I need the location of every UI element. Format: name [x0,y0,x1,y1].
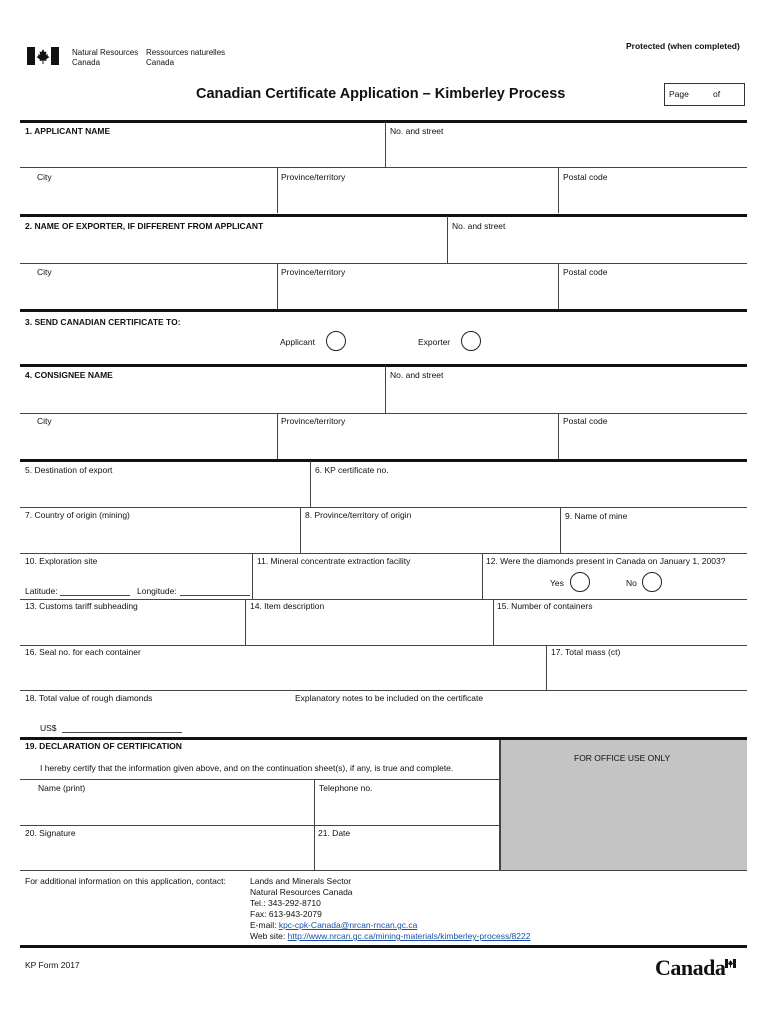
exporter-name-input[interactable] [20,232,445,262]
consignee-province-input[interactable] [279,427,556,457]
contact-email-row [250,920,530,931]
applicant-city-input[interactable] [20,183,275,213]
exporter-province-label: Province/territory [281,267,346,277]
exporter-city-input[interactable] [20,278,275,308]
divider [447,216,448,263]
exporter-postal-label: Postal code [563,267,608,277]
divider [20,553,747,554]
divider [558,167,559,213]
yes-radio[interactable] [570,572,590,592]
office-use-box [500,740,747,870]
consignee-province-label: Province/territory [281,416,346,426]
kp-certificate-label: 6. KP certificate no. [315,465,389,475]
maple-leaf-icon [27,47,59,65]
contact-fax: Fax: 613-943-2079 [250,909,322,919]
divider [20,690,747,691]
declaration-title: 19. DECLARATION OF CERTIFICATION [25,741,182,751]
page-number-box[interactable] [664,83,745,106]
exporter-radio[interactable] [461,331,481,351]
country-origin-label: 7. Country of origin (mining) [25,510,130,520]
web-label: Web site: [250,931,288,941]
divider [20,263,747,264]
divider [385,122,386,167]
applicant-province-label: Province/territory [281,172,346,182]
canada-wordmark [655,955,725,981]
us-dollar-label: US$ [40,723,57,733]
date-label: 21. Date [318,828,351,838]
canada-wordmark-text: Canada [655,955,726,980]
telephone-input[interactable] [316,794,498,824]
exporter-province-input[interactable] [279,278,556,308]
divider [546,645,547,690]
divider [20,413,747,414]
no-radio[interactable] [642,572,662,592]
contact-telephone: Tel.: 343-292-8710 [250,898,321,908]
divider [20,870,747,871]
page-title: Canadian Certificate Application – Kimberley Process [196,86,566,102]
divider [20,459,747,462]
kp-certificate-input[interactable] [312,476,745,506]
extraction-facility-label: 11. Mineral concentrate extraction facility [257,556,411,566]
consignee-name-input[interactable] [20,381,384,411]
latitude-label: Latitude: [25,586,58,596]
extraction-facility-input[interactable] [254,567,480,597]
canada-flag-logo [27,47,59,65]
applicant-option-label: Applicant [280,337,315,347]
divider [20,779,500,780]
province-origin-input[interactable] [302,521,558,551]
divider [558,413,559,459]
exporter-name-label: 2. NAME OF EXPORTER, IF DIFFERENT FROM APPLICANT [25,221,264,231]
signature-label: 20. Signature [25,828,76,838]
email-link[interactable]: kpc-cpk-Canada@nrcan-rncan.gc.ca [278,920,418,930]
containers-count-label: 15. Number of containers [497,601,593,611]
applicant-radio[interactable] [326,331,346,351]
consignee-postal-input[interactable] [560,427,745,457]
divider [385,366,386,413]
divider [20,645,747,646]
contact-sector: Lands and Minerals Sector [250,876,352,886]
telephone-label: Telephone no. [319,783,373,793]
consignee-city-label: City [37,416,52,426]
applicant-province-input[interactable] [279,183,556,213]
explanatory-notes-input[interactable] [290,705,745,735]
applicant-postal-input[interactable] [560,183,745,213]
divider [560,507,561,553]
dept-name-en: Natural Resources Canada [72,48,139,67]
date-input[interactable] [316,839,498,869]
item-description-label: 14. Item description [250,601,325,611]
country-origin-input[interactable] [20,521,298,551]
tariff-subheading-input[interactable] [20,612,243,642]
item-description-input[interactable] [247,612,491,642]
office-use-label: FOR OFFICE USE ONLY [574,753,671,763]
exporter-street-label: No. and street [452,221,506,231]
divider [20,364,747,367]
latitude-input[interactable] [60,595,130,596]
protected-label: Protected (when completed) [626,41,740,51]
divider [20,945,747,948]
total-value-input[interactable] [62,732,182,733]
exporter-option-label: Exporter [418,337,451,347]
divider [20,214,747,217]
consignee-city-input[interactable] [20,427,275,457]
seal-number-label: 16. Seal no. for each container [25,647,141,657]
divider [20,825,500,826]
send-certificate-label: 3. SEND CANADIAN CERTIFICATE TO: [25,317,181,327]
divider [277,167,278,213]
divider [277,263,278,309]
name-print-label: Name (print) [38,783,86,793]
applicant-postal-label: Postal code [563,172,608,182]
page-label: Page [669,89,689,99]
diamonds-present-question: 12. Were the diamonds present in Canada on January 1, 2003? [486,556,726,566]
divider [310,461,311,507]
tariff-subheading-label: 13. Customs tariff subheading [25,601,138,611]
divider [20,599,747,600]
divider [252,553,253,599]
signature-input[interactable] [20,839,312,869]
divider [558,263,559,309]
total-mass-label: 17. Total mass (ct) [551,647,621,657]
exploration-site-label: 10. Exploration site [25,556,98,566]
consignee-street-label: No. and street [390,370,444,380]
divider [493,599,494,645]
contact-web-row [250,931,530,942]
applicant-street-label: No. and street [390,126,444,136]
mine-name-label: 9. Name of mine [565,511,628,521]
divider [245,599,246,645]
wordmark-flag-icon [725,959,736,968]
divider [499,740,500,870]
total-mass-input[interactable] [548,658,745,688]
consignee-name-label: 4. CONSIGNEE NAME [25,370,113,380]
longitude-label: Longitude: [137,586,177,596]
explanatory-notes-label: Explanatory notes to be included on the certificate [295,693,484,703]
no-label: No [626,578,637,588]
of-label: of [713,89,721,99]
consignee-postal-label: Postal code [563,416,608,426]
applicant-name-input[interactable] [20,137,384,167]
dept-name-fr: Ressources naturelles Canada [146,48,226,67]
total-value-label: 18. Total value of rough diamonds [25,693,153,703]
exporter-postal-input[interactable] [560,278,745,308]
contact-department: Natural Resources Canada [250,887,353,897]
form-number: KP Form 2017 [25,960,80,970]
yes-label: Yes [550,578,564,588]
longitude-input[interactable] [180,595,250,596]
divider [20,167,747,168]
applicant-name-label: 1. APPLICANT NAME [25,126,111,136]
consignee-street-input[interactable] [387,381,745,411]
divider [300,507,301,553]
name-print-input[interactable] [20,794,312,824]
applicant-city-label: City [37,172,52,182]
web-link[interactable]: http://www.nrcan.gc.ca/mining-materials/kimberley-process/8222 [287,931,531,941]
destination-label: 5. Destination of export [25,465,113,475]
province-origin-label: 8. Province/territory of origin [305,510,412,520]
exporter-street-input[interactable] [449,232,745,262]
divider [20,309,747,312]
divider [277,413,278,459]
mine-name-input[interactable] [562,521,745,551]
seal-number-input[interactable] [20,658,544,688]
contact-block [250,876,530,942]
declaration-text: I hereby certify that the information given above, and on the continuation sheet(s), if any, is true and complete. [40,763,454,773]
exporter-city-label: City [37,267,52,277]
email-label: E-mail: [250,920,279,930]
divider [20,120,747,123]
containers-count-input[interactable] [495,612,745,642]
contact-intro: For additional information on this application, contact: [25,876,226,886]
destination-input[interactable] [20,476,308,506]
applicant-street-input[interactable] [387,137,745,167]
divider [20,507,747,508]
divider [482,553,483,599]
